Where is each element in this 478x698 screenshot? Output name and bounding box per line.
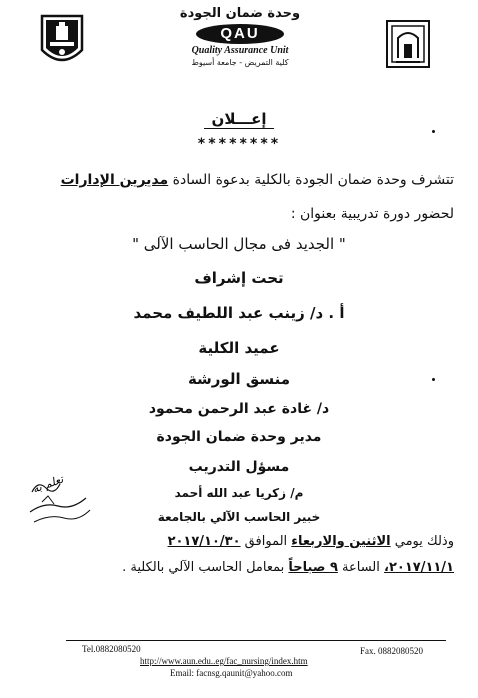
announcement-title: إعـــلان xyxy=(204,110,275,129)
schedule-date-1: ٢٠١٧/١٠/٣٠ xyxy=(167,534,241,549)
speck-dot xyxy=(432,130,435,133)
schedule-time: ٩ صباحاً xyxy=(288,560,338,575)
faculty-logo xyxy=(384,18,432,70)
dean-name: أ . د/ زينب عبد اللطيف محمد xyxy=(133,304,345,322)
footer-website-link[interactable]: http://www.aun.edu..eg/fac_nursing/index.htm xyxy=(140,656,308,666)
schedule-time-line xyxy=(122,560,454,575)
qau-title-arabic: وحدة ضمان الجودة xyxy=(179,6,301,21)
dean-title: عميد الكلية xyxy=(198,339,280,357)
schedule-date-2: ٢٠١٧/١١/١، xyxy=(384,560,454,575)
invitation-text: تتشرف وحدة ضمان الجودة بالكلية بدعوة السادة xyxy=(168,172,454,188)
coordinator-role: مدير وحدة ضمان الجودة xyxy=(156,429,322,445)
trainer-role: خبير الحاسب الآلي بالجامعة xyxy=(157,510,321,524)
schedule-days: الاثنين والاربعاء xyxy=(291,534,391,549)
course-title: " الجديد فى مجال الحاسب الآلى " xyxy=(132,235,346,253)
footer-fax: Fax. 0882080520 xyxy=(360,646,423,656)
schedule-prefix: وذلك يومي xyxy=(390,534,454,549)
coordinator-name: د/ غادة عبد الرحمن محمود xyxy=(148,401,330,417)
schedule-location: بمعامل الحاسب الآلي بالكلية . xyxy=(122,560,289,575)
announcement-heading xyxy=(0,110,478,128)
handwritten-signature xyxy=(24,462,94,532)
coordinator-label: منسق الورشة xyxy=(187,370,291,388)
footer-divider xyxy=(66,640,446,641)
supervision-label: تحت إشراف xyxy=(194,269,284,287)
schedule-days-line xyxy=(168,534,454,549)
time-prefix: الساعة xyxy=(337,560,384,575)
course-intro-line: لحضور دورة تدريبية بعنوان : xyxy=(290,206,454,222)
speck-dot xyxy=(432,378,435,381)
trainer-name: م/ زكريا عبد الله أحمد xyxy=(174,486,304,500)
stars-divider: ******** xyxy=(197,136,281,152)
trainer-label: مسؤل التدريب xyxy=(188,459,290,475)
schedule-agreed: الموافق xyxy=(240,534,292,549)
footer-tel: Tel.0882080520 xyxy=(82,644,141,654)
university-seal-logo xyxy=(36,12,88,70)
invitation-line xyxy=(61,172,454,188)
qau-header xyxy=(150,6,330,84)
invitees: مديرين الإدارات xyxy=(60,172,169,188)
faculty-subtitle: كلية التمريض - جامعة أسيوط xyxy=(191,58,289,67)
qau-title-english: Quality Assurance Unit xyxy=(191,45,289,56)
qau-logo: QAU xyxy=(196,24,284,44)
signature-note: تعلم به xyxy=(30,472,66,496)
footer-email[interactable]: Email: facnsg.qaunit@yahoo.com xyxy=(170,668,293,678)
